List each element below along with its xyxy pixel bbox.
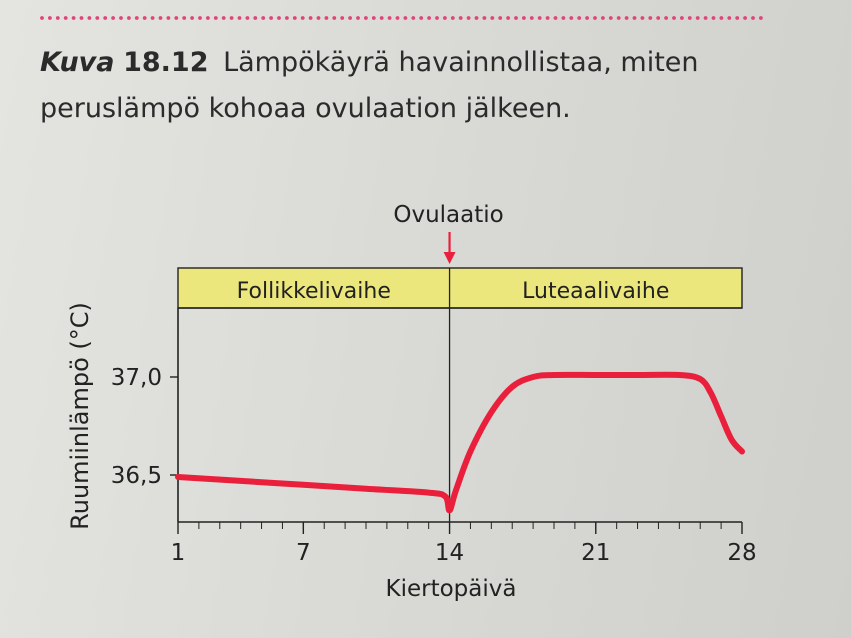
x-tick-label: 7 [296,540,311,566]
temperature-curve [178,375,742,511]
ovulation-arrow-head [444,252,456,264]
ovulation-label: Ovulaatio [393,202,504,228]
x-tick-label: 1 [170,540,186,566]
series-layer [178,375,742,511]
y-tick-label: 37,0 [110,365,162,391]
y-tick-label: 36,5 [110,463,162,489]
phase-label-luteal: Luteaalivaihe [522,279,670,304]
caption-text: Lämpökäyrä havainnollistaa, miten peruslämpö kohoaa ovulaation jälkeen. [40,47,699,124]
chart-text-layer [66,202,757,602]
caption-label: Kuva [40,47,115,78]
caption-number: 18.12 [123,47,209,78]
y-axis-title: Ruumiinlämpö (°C) [66,302,94,530]
x-tick-label: 21 [581,540,611,566]
x-axis-title: Kiertopäivä [385,576,517,602]
x-tick-label: 14 [434,540,465,566]
x-tick-label: 28 [727,540,757,566]
phase-label-follicular: Follikkelivaihe [236,279,391,304]
